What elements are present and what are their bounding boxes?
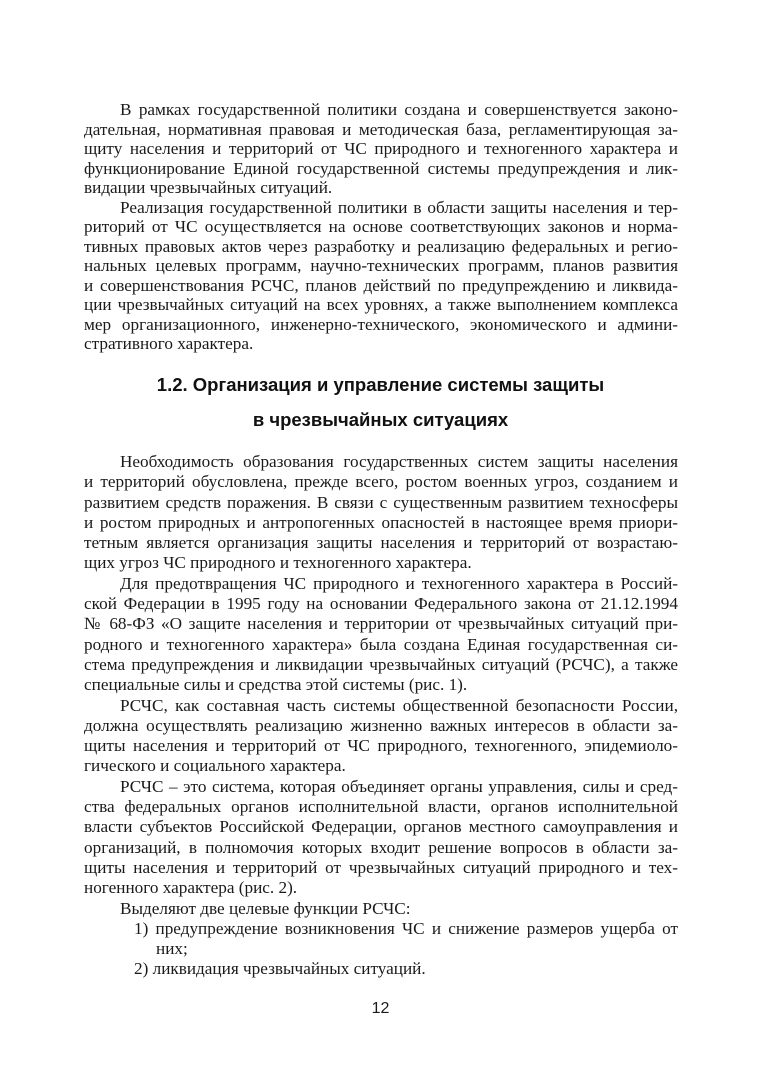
text-line: Реализация государственной политики в области защиты населения и тер- <box>120 197 678 217</box>
text-line: гического и социального характера. <box>84 756 346 776</box>
text-line: организаций, в полномочия которых входит решение вопросов в области за- <box>84 837 678 857</box>
paragraph <box>84 777 678 899</box>
text-line: РСЧС, как составная часть системы общественной безопасности России, <box>120 695 678 715</box>
paragraph <box>84 696 678 777</box>
text-line: дательная, нормативная правовая и методическая база, регламентирующая за- <box>84 119 678 139</box>
text-line: видации чрезвычайных ситуаций. <box>84 178 333 197</box>
text-line: тетным является организация защиты населения и территорий от возрастаю- <box>84 533 678 553</box>
text-line: функционирование Единой государственной системы предупреждения и лик- <box>84 158 678 178</box>
text-line: нальных целевых программ, научно-технических программ, планов развития <box>84 256 678 275</box>
text-line: и территорий обусловлена, прежде всего, ростом военных угроз, созданием и <box>84 472 678 492</box>
paragraph <box>84 574 678 696</box>
text-line: мер организационного, инженерно-технического, экономического и админи- <box>84 314 678 334</box>
text-line: тивных правовых актов через разработку и реализацию федеральных и регио- <box>84 236 678 256</box>
list-item <box>84 959 678 979</box>
text-line: Для предотвращения ЧС природного и техногенного характера в Россий- <box>120 573 678 593</box>
text-line: Необходимость образования государственных систем защиты населения <box>120 452 678 471</box>
text-line: ства федеральных органов исполнительной власти, органов исполнительной <box>84 797 678 817</box>
section-heading-line-2: в чрезвычайных ситуациях <box>252 409 509 430</box>
text-block-top <box>84 100 678 354</box>
page-number: 12 <box>371 1000 390 1017</box>
text-line: и ростом природных и антропогенных опасностей в настоящее время приори- <box>84 512 678 532</box>
text-line: ции чрезвычайных ситуаций на всех уровнях, а также выполнением комплекса <box>84 295 678 314</box>
text-line: 2) ликвидация чрезвычайных ситуаций. <box>134 959 426 979</box>
text-line: власти субъектов Российской Федерации, органов местного самоуправления и <box>84 817 678 837</box>
text-line: них; <box>156 939 188 959</box>
paragraph <box>84 452 678 574</box>
text-line: щиты населения и территорий от ЧС природного, техногенного, эпидемиоло- <box>84 736 678 756</box>
text-line: В рамках государственной политики создана и совершенствуется законо- <box>120 100 678 119</box>
text-line: Выделяют две целевые функции РСЧС: <box>120 898 411 918</box>
text-line: ногенного характера (рис. 2). <box>84 878 298 898</box>
list-item <box>84 919 678 960</box>
text-line: щих угроз ЧС природного и техногенного характера. <box>84 553 472 573</box>
text-line: ской Федерации в 1995 году на основании Федерального закона от 21.12.1994 <box>84 594 678 614</box>
paragraph <box>84 899 678 919</box>
text-line: риторий от ЧС осуществляется на основе соответствующих законов и норма- <box>84 217 678 236</box>
text-line: щиту населения и территорий от ЧС природного и техногенного характера и <box>84 139 678 158</box>
paragraph <box>84 198 678 354</box>
text-line: стративного характера. <box>84 334 254 353</box>
text-line: развитием средств поражения. В связи с существенным развитием техносферы <box>84 492 678 512</box>
text-line: специальные силы и средства этой системы (рис. 1). <box>84 675 468 695</box>
paragraph <box>84 100 678 198</box>
text-block-bottom <box>84 452 678 980</box>
section-heading <box>0 367 761 437</box>
text-line: и совершенствования РСЧС, планов действий по предупреждению и ликвида- <box>84 275 678 295</box>
text-line: должна осуществлять реализацию жизненно важных интересов в области за- <box>84 715 678 735</box>
text-line: 1) предупреждение возникновения ЧС и снижение размеров ущерба от <box>134 918 678 938</box>
text-line: № 68-ФЗ «О защите населения и территории от чрезвычайных ситуаций при- <box>84 614 678 634</box>
text-line: стема предупреждения и ликвидации чрезвычайных ситуаций (РСЧС), а также <box>84 654 678 674</box>
section-heading-line-1: 1.2. Организация и управление системы защиты <box>156 374 605 395</box>
text-line: родного и техногенного характера» была создана Единая государственная си- <box>84 634 678 654</box>
text-line: РСЧС – это система, которая объединяет органы управления, силы и сред- <box>120 776 678 796</box>
text-line: щиты населения и территорий от чрезвычайных ситуаций природного и тех- <box>84 857 678 877</box>
